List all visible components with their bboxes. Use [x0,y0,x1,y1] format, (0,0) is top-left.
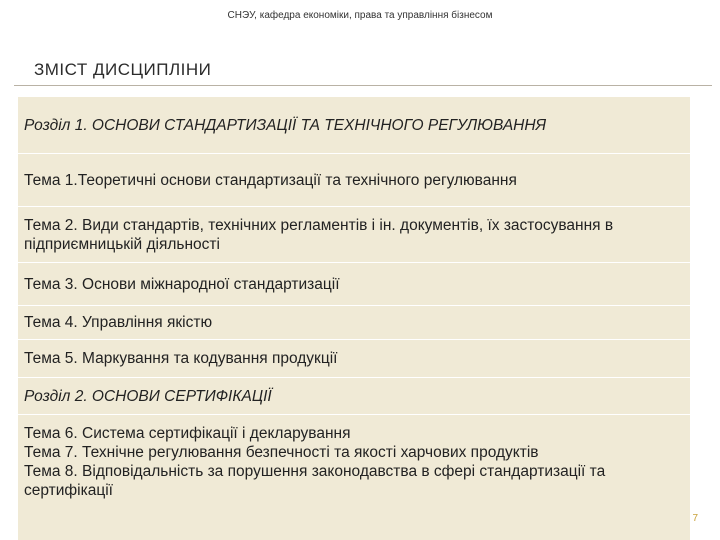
topic-1-label: Тема 1.Теоретичні основи стандартизації та технічного регулювання [24,171,517,189]
topic-5-label: Тема 5. Маркування та кодування продукції [24,350,338,367]
slide-title: ЗМІСТ ДИСЦИПЛІНИ [34,60,212,79]
topic-2-label: Тема 2. Види стандартів, технічних регламентів і ін. документів, їх застосування в підприємницькій діяльності [24,216,614,253]
page-number: 7 [692,513,698,524]
topic-6-label: Тема 6. Система сертифікації і декларування [24,425,351,442]
topic-3-label: Тема 3. Основи міжнародної стандартизації [24,275,340,293]
table-row [18,306,690,340]
table-row [18,340,690,378]
table-row [18,263,690,306]
title-divider [14,85,712,86]
section-2-label: Розділ 2. ОСНОВИ СЕРТИФІКАЦІЇ [24,387,272,405]
table-row [18,378,690,415]
table-row [18,154,690,207]
section-1-label: Розділ 1. ОСНОВИ СТАНДАРТИЗАЦІЇ ТА ТЕХНІЧНОГО РЕГУЛЮВАННЯ [24,116,547,134]
topic-4-label: Тема 4. Управління якістю [24,314,213,331]
topic-7-label: Тема 7. Технічне регулювання безпечності та якості харчових продуктів [24,444,539,461]
table-row [18,415,690,540]
table-row [18,97,690,154]
table-row [18,207,690,263]
topic-8-label: Тема 8. Відповідальність за порушення законодавства в сфері стандартизації та сертифікації [24,463,606,499]
content-table [18,97,690,540]
slide-header: СНЭУ, кафедра економіки, права та управління бізнесом [227,10,493,21]
